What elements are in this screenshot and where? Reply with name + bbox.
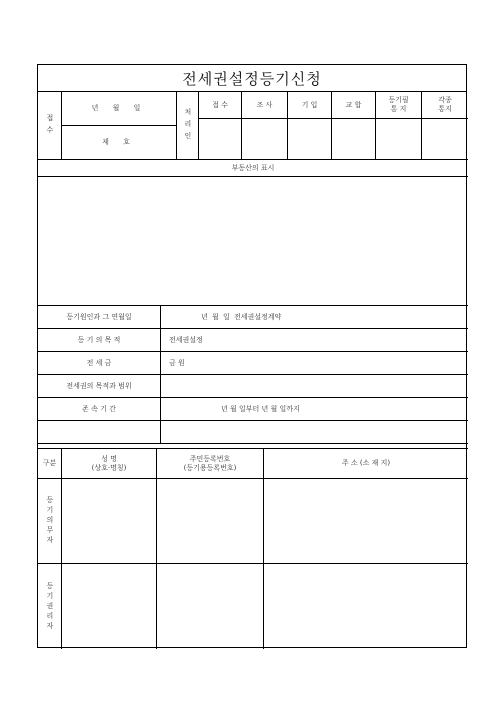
- sign-investigation[interactable]: [242, 119, 288, 160]
- sign-various-notice[interactable]: [422, 119, 468, 160]
- sign-collation[interactable]: [332, 119, 376, 160]
- processor-label: 처리인: [177, 92, 199, 160]
- field-value-scope[interactable]: [161, 375, 468, 398]
- row-label-obligor: 등기의무자: [38, 479, 62, 564]
- col-various-notice: 각종 통지: [422, 92, 468, 119]
- right-holder-name[interactable]: [62, 564, 157, 649]
- col-collation: 교 합: [332, 92, 376, 119]
- col-name: 성 명 (상호·명칭): [62, 449, 157, 479]
- field-label-scope: 전세권의 목적과 범위: [38, 375, 161, 398]
- field-label-blank: [38, 421, 161, 444]
- col-investigation: 조 사: [242, 92, 288, 119]
- field-value-blank[interactable]: [161, 421, 468, 444]
- col-registration-notice: 등기필 통 지: [376, 92, 422, 119]
- col-reception: 접 수: [199, 92, 242, 119]
- property-header: 부동산의 표시: [38, 160, 468, 177]
- field-value-purpose[interactable]: 전세권설정: [161, 329, 468, 352]
- col-entry: 기 입: [288, 92, 332, 119]
- reception-label: 접수: [38, 92, 62, 160]
- row-label-right-holder: 등기권리자: [38, 564, 62, 649]
- field-value-period[interactable]: 년 월 일부터 년 월 일까지: [161, 398, 468, 421]
- obligor-id-number[interactable]: [157, 479, 264, 564]
- sign-entry[interactable]: [288, 119, 332, 160]
- field-label-purpose: 등 기 의 목 적: [38, 329, 161, 352]
- field-label-cause: 등기원인과 그 연월일: [38, 306, 161, 329]
- col-gubun: 구분: [38, 449, 62, 479]
- application-form: [37, 64, 467, 648]
- property-area[interactable]: [38, 177, 468, 306]
- field-label-deposit: 전 세 금: [38, 352, 161, 375]
- field-value-deposit[interactable]: 금 원: [161, 352, 468, 375]
- sign-reception[interactable]: [199, 119, 242, 160]
- obligor-address[interactable]: [264, 479, 468, 564]
- right-holder-address[interactable]: [264, 564, 468, 649]
- reception-number: 제 호: [62, 126, 177, 160]
- field-value-cause[interactable]: 년 월 일 전세권설정계약: [161, 306, 468, 329]
- reception-date: 년 월 일: [62, 92, 177, 126]
- form-title: 전세권설정등기신청: [38, 65, 466, 92]
- obligor-name[interactable]: [62, 479, 157, 564]
- col-id-number: 주민등록번호 (등기용등록번호): [157, 449, 264, 479]
- right-holder-id-number[interactable]: [157, 564, 264, 649]
- field-label-period: 존 속 기 간: [38, 398, 161, 421]
- col-address: 주 소 (소 재 지): [264, 449, 468, 479]
- sign-registration-notice[interactable]: [376, 119, 422, 160]
